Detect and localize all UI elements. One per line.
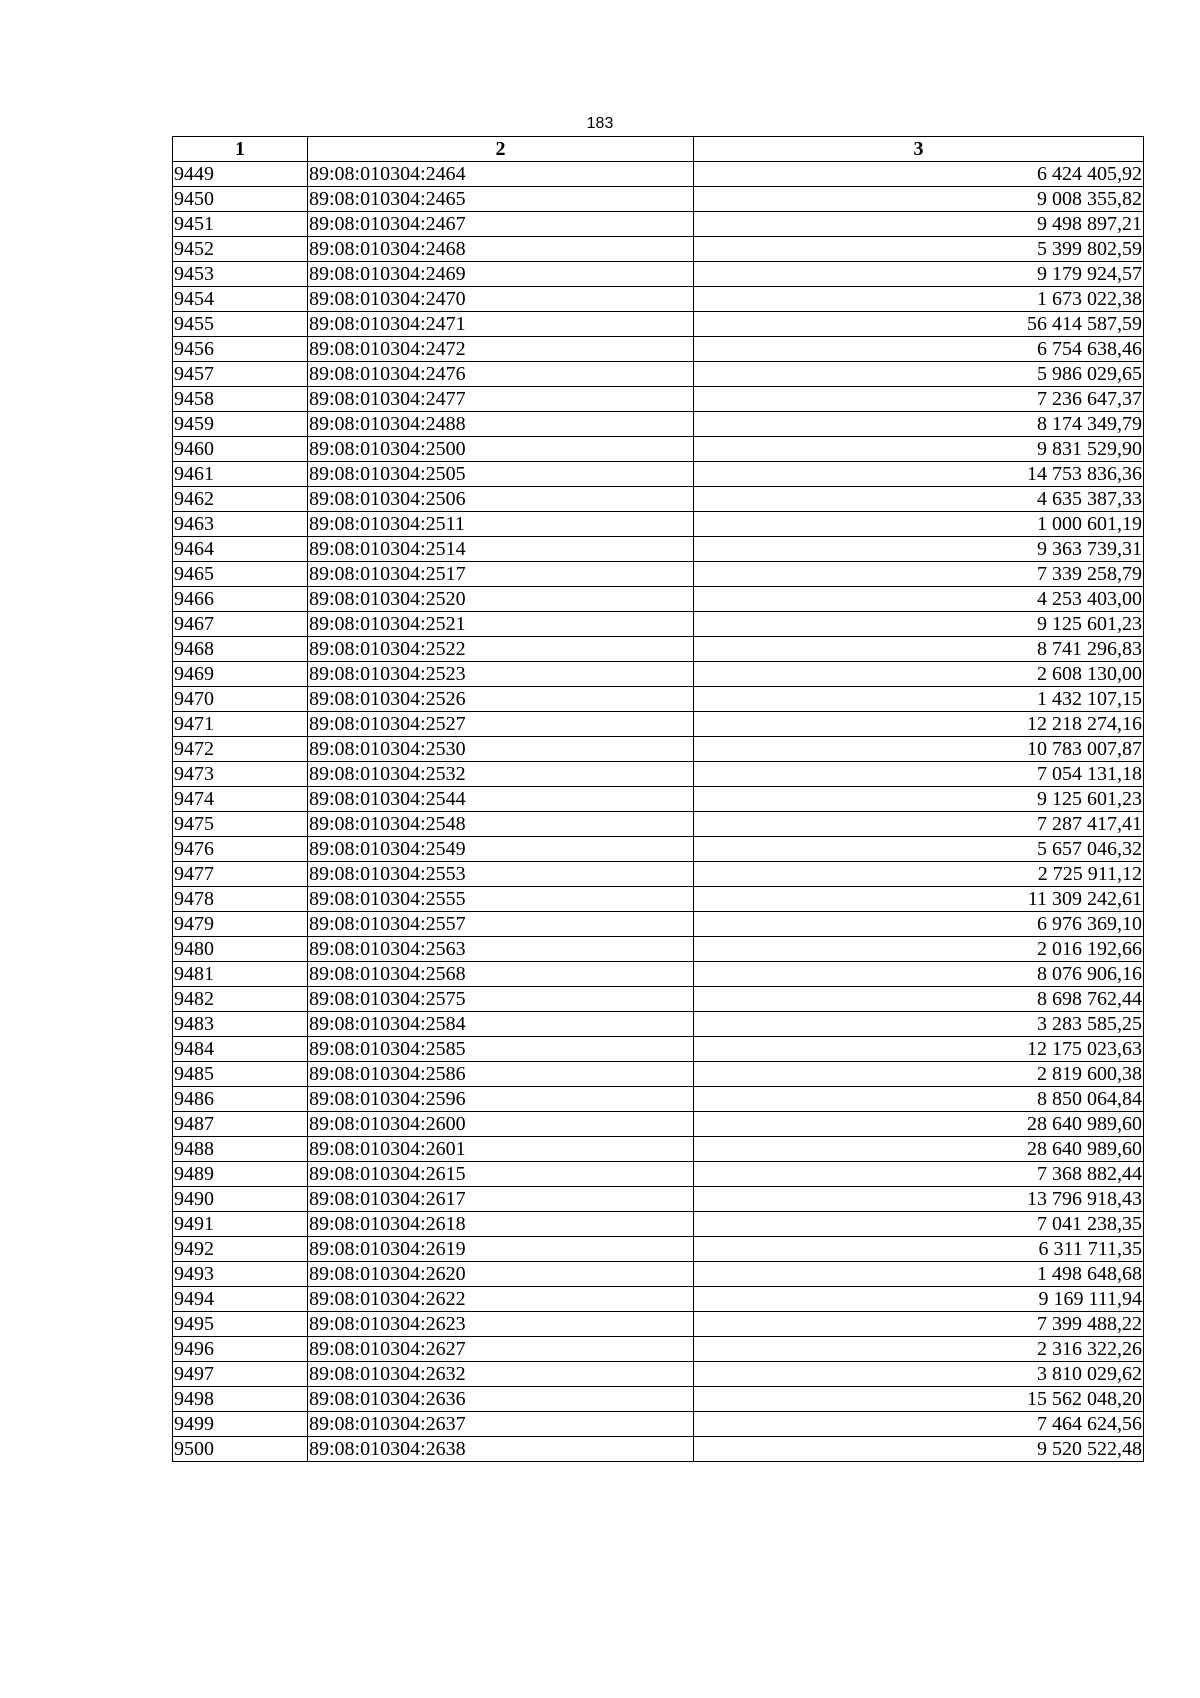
table-row: [173, 512, 1144, 537]
table-row: [173, 287, 1144, 312]
row-number-cell: 9487: [173, 1112, 308, 1137]
row-number-cell: 9475: [173, 812, 308, 837]
row-number-cell: 9470: [173, 687, 308, 712]
table-row: [173, 487, 1144, 512]
table-row: [173, 462, 1144, 487]
table-row: [173, 412, 1144, 437]
amount-cell: 1 432 107,15: [694, 687, 1144, 712]
column-header-3: 3: [694, 137, 1144, 162]
row-number-cell: 9450: [173, 187, 308, 212]
amount-cell: 14 753 836,36: [694, 462, 1144, 487]
amount-cell: 56 414 587,59: [694, 312, 1144, 337]
row-number-cell: 9467: [173, 612, 308, 637]
row-number-cell: 9459: [173, 412, 308, 437]
row-number-cell: 9495: [173, 1312, 308, 1337]
amount-cell: 9 125 601,23: [694, 612, 1144, 637]
cadastral-number-cell: 89:08:010304:2585: [308, 1037, 694, 1062]
amount-cell: 28 640 989,60: [694, 1112, 1144, 1137]
table-row: [173, 1387, 1144, 1412]
amount-cell: 8 698 762,44: [694, 987, 1144, 1012]
row-number-cell: 9461: [173, 462, 308, 487]
amount-cell: 7 339 258,79: [694, 562, 1144, 587]
cadastral-number-cell: 89:08:010304:2514: [308, 537, 694, 562]
row-number-cell: 9482: [173, 987, 308, 1012]
cadastral-number-cell: 89:08:010304:2600: [308, 1112, 694, 1137]
table-row: [173, 1362, 1144, 1387]
row-number-cell: 9477: [173, 862, 308, 887]
table-row: [173, 887, 1144, 912]
table-body: [173, 162, 1144, 1462]
table-row: [173, 362, 1144, 387]
table-row: [173, 437, 1144, 462]
cadastral-number-cell: 89:08:010304:2520: [308, 587, 694, 612]
amount-cell: 9 498 897,21: [694, 212, 1144, 237]
row-number-cell: 9500: [173, 1437, 308, 1462]
cadastral-number-cell: 89:08:010304:2596: [308, 1087, 694, 1112]
table-row: [173, 987, 1144, 1012]
page-number: 183: [586, 115, 614, 132]
cadastral-number-cell: 89:08:010304:2521: [308, 612, 694, 637]
row-number-cell: 9471: [173, 712, 308, 737]
table-row: [173, 212, 1144, 237]
table-row: [173, 812, 1144, 837]
amount-cell: 12 218 274,16: [694, 712, 1144, 737]
row-number-cell: 9474: [173, 787, 308, 812]
cadastral-number-cell: 89:08:010304:2620: [308, 1262, 694, 1287]
cadastral-number-cell: 89:08:010304:2549: [308, 837, 694, 862]
cadastral-number-cell: 89:08:010304:2601: [308, 1137, 694, 1162]
row-number-cell: 9476: [173, 837, 308, 862]
amount-cell: 9 520 522,48: [694, 1437, 1144, 1462]
cadastral-number-cell: 89:08:010304:2523: [308, 662, 694, 687]
amount-cell: 6 311 711,35: [694, 1237, 1144, 1262]
cadastral-number-cell: 89:08:010304:2615: [308, 1162, 694, 1187]
column-header-2: 2: [308, 137, 694, 162]
column-header-1: 1: [173, 137, 308, 162]
table-row: [173, 937, 1144, 962]
amount-cell: 7 368 882,44: [694, 1162, 1144, 1187]
row-number-cell: 9452: [173, 237, 308, 262]
cadastral-number-cell: 89:08:010304:2544: [308, 787, 694, 812]
amount-cell: 3 283 585,25: [694, 1012, 1144, 1037]
row-number-cell: 9472: [173, 737, 308, 762]
row-number-cell: 9498: [173, 1387, 308, 1412]
amount-cell: 8 174 349,79: [694, 412, 1144, 437]
row-number-cell: 9449: [173, 162, 308, 187]
row-number-cell: 9454: [173, 287, 308, 312]
table-row: [173, 1262, 1144, 1287]
amount-cell: 2 316 322,26: [694, 1337, 1144, 1362]
cadastral-number-cell: 89:08:010304:2477: [308, 387, 694, 412]
table-row: [173, 912, 1144, 937]
row-number-cell: 9493: [173, 1262, 308, 1287]
amount-cell: 4 253 403,00: [694, 587, 1144, 612]
table-row: [173, 862, 1144, 887]
table-row: [173, 1112, 1144, 1137]
cadastral-number-cell: 89:08:010304:2557: [308, 912, 694, 937]
row-number-cell: 9491: [173, 1212, 308, 1237]
cadastral-number-cell: 89:08:010304:2464: [308, 162, 694, 187]
table-row: [173, 787, 1144, 812]
cadastral-number-cell: 89:08:010304:2568: [308, 962, 694, 987]
table-row: [173, 962, 1144, 987]
table-row: [173, 262, 1144, 287]
row-number-cell: 9468: [173, 637, 308, 662]
row-number-cell: 9499: [173, 1412, 308, 1437]
row-number-cell: 9464: [173, 537, 308, 562]
amount-cell: 9 169 111,94: [694, 1287, 1144, 1312]
amount-cell: 6 424 405,92: [694, 162, 1144, 187]
row-number-cell: 9479: [173, 912, 308, 937]
registry-table: [172, 136, 1144, 1462]
amount-cell: 28 640 989,60: [694, 1137, 1144, 1162]
amount-cell: 7 399 488,22: [694, 1312, 1144, 1337]
table-row: [173, 1162, 1144, 1187]
row-number-cell: 9457: [173, 362, 308, 387]
amount-cell: 7 287 417,41: [694, 812, 1144, 837]
row-number-cell: 9492: [173, 1237, 308, 1262]
amount-cell: 6 976 369,10: [694, 912, 1144, 937]
amount-cell: 1 000 601,19: [694, 512, 1144, 537]
amount-cell: 5 657 046,32: [694, 837, 1144, 862]
row-number-cell: 9494: [173, 1287, 308, 1312]
table-row: [173, 1012, 1144, 1037]
row-number-cell: 9484: [173, 1037, 308, 1062]
amount-cell: 2 016 192,66: [694, 937, 1144, 962]
cadastral-number-cell: 89:08:010304:2548: [308, 812, 694, 837]
amount-cell: 5 986 029,65: [694, 362, 1144, 387]
row-number-cell: 9453: [173, 262, 308, 287]
cadastral-number-cell: 89:08:010304:2500: [308, 437, 694, 462]
table-row: [173, 712, 1144, 737]
table-row: [173, 562, 1144, 587]
amount-cell: 13 796 918,43: [694, 1187, 1144, 1212]
table-row: [173, 1087, 1144, 1112]
table-row: [173, 1037, 1144, 1062]
amount-cell: 2 819 600,38: [694, 1062, 1144, 1087]
row-number-cell: 9451: [173, 212, 308, 237]
cadastral-number-cell: 89:08:010304:2563: [308, 937, 694, 962]
row-number-cell: 9460: [173, 437, 308, 462]
table-row: [173, 662, 1144, 687]
table-row: [173, 1437, 1144, 1462]
cadastral-number-cell: 89:08:010304:2622: [308, 1287, 694, 1312]
row-number-cell: 9485: [173, 1062, 308, 1087]
table-row: [173, 737, 1144, 762]
cadastral-number-cell: 89:08:010304:2471: [308, 312, 694, 337]
cadastral-number-cell: 89:08:010304:2632: [308, 1362, 694, 1387]
amount-cell: 4 635 387,33: [694, 487, 1144, 512]
cadastral-number-cell: 89:08:010304:2468: [308, 237, 694, 262]
table-row: [173, 837, 1144, 862]
cadastral-number-cell: 89:08:010304:2472: [308, 337, 694, 362]
cadastral-number-cell: 89:08:010304:2618: [308, 1212, 694, 1237]
cadastral-number-cell: 89:08:010304:2532: [308, 762, 694, 787]
cadastral-number-cell: 89:08:010304:2476: [308, 362, 694, 387]
cadastral-number-cell: 89:08:010304:2511: [308, 512, 694, 537]
amount-cell: 1 673 022,38: [694, 287, 1144, 312]
cadastral-number-cell: 89:08:010304:2505: [308, 462, 694, 487]
amount-cell: 9 831 529,90: [694, 437, 1144, 462]
row-number-cell: 9455: [173, 312, 308, 337]
table-row: [173, 1312, 1144, 1337]
row-number-cell: 9456: [173, 337, 308, 362]
row-number-cell: 9463: [173, 512, 308, 537]
table-header-row: [173, 137, 1144, 162]
row-number-cell: 9469: [173, 662, 308, 687]
row-number-cell: 9483: [173, 1012, 308, 1037]
amount-cell: 7 464 624,56: [694, 1412, 1144, 1437]
row-number-cell: 9481: [173, 962, 308, 987]
table-row: [173, 187, 1144, 212]
cadastral-number-cell: 89:08:010304:2637: [308, 1412, 694, 1437]
row-number-cell: 9466: [173, 587, 308, 612]
amount-cell: 12 175 023,63: [694, 1037, 1144, 1062]
table-row: [173, 762, 1144, 787]
amount-cell: 9 125 601,23: [694, 787, 1144, 812]
table-row: [173, 312, 1144, 337]
row-number-cell: 9496: [173, 1337, 308, 1362]
cadastral-number-cell: 89:08:010304:2465: [308, 187, 694, 212]
cadastral-number-cell: 89:08:010304:2623: [308, 1312, 694, 1337]
table-row: [173, 237, 1144, 262]
table-row: [173, 1237, 1144, 1262]
amount-cell: 9 008 355,82: [694, 187, 1144, 212]
amount-cell: 8 850 064,84: [694, 1087, 1144, 1112]
row-number-cell: 9458: [173, 387, 308, 412]
amount-cell: 1 498 648,68: [694, 1262, 1144, 1287]
table-row: [173, 1412, 1144, 1437]
row-number-cell: 9490: [173, 1187, 308, 1212]
table-row: [173, 387, 1144, 412]
cadastral-number-cell: 89:08:010304:2627: [308, 1337, 694, 1362]
cadastral-number-cell: 89:08:010304:2619: [308, 1237, 694, 1262]
cadastral-number-cell: 89:08:010304:2530: [308, 737, 694, 762]
cadastral-number-cell: 89:08:010304:2517: [308, 562, 694, 587]
cadastral-number-cell: 89:08:010304:2467: [308, 212, 694, 237]
amount-cell: 3 810 029,62: [694, 1362, 1144, 1387]
table-row: [173, 1137, 1144, 1162]
table-row: [173, 162, 1144, 187]
cadastral-number-cell: 89:08:010304:2526: [308, 687, 694, 712]
table-row: [173, 1187, 1144, 1212]
amount-cell: 6 754 638,46: [694, 337, 1144, 362]
table-row: [173, 337, 1144, 362]
amount-cell: 10 783 007,87: [694, 737, 1144, 762]
table-row: [173, 1062, 1144, 1087]
table-row: [173, 1337, 1144, 1362]
table-row: [173, 587, 1144, 612]
amount-cell: 7 054 131,18: [694, 762, 1144, 787]
table-row: [173, 537, 1144, 562]
row-number-cell: 9497: [173, 1362, 308, 1387]
cadastral-number-cell: 89:08:010304:2636: [308, 1387, 694, 1412]
cadastral-number-cell: 89:08:010304:2488: [308, 412, 694, 437]
cadastral-number-cell: 89:08:010304:2586: [308, 1062, 694, 1087]
amount-cell: 2 608 130,00: [694, 662, 1144, 687]
amount-cell: 11 309 242,61: [694, 887, 1144, 912]
cadastral-number-cell: 89:08:010304:2584: [308, 1012, 694, 1037]
table-row: [173, 612, 1144, 637]
cadastral-number-cell: 89:08:010304:2522: [308, 637, 694, 662]
row-number-cell: 9478: [173, 887, 308, 912]
amount-cell: 15 562 048,20: [694, 1387, 1144, 1412]
amount-cell: 5 399 802,59: [694, 237, 1144, 262]
row-number-cell: 9465: [173, 562, 308, 587]
amount-cell: 9 179 924,57: [694, 262, 1144, 287]
cadastral-number-cell: 89:08:010304:2638: [308, 1437, 694, 1462]
cadastral-number-cell: 89:08:010304:2553: [308, 862, 694, 887]
amount-cell: 7 236 647,37: [694, 387, 1144, 412]
cadastral-number-cell: 89:08:010304:2617: [308, 1187, 694, 1212]
cadastral-number-cell: 89:08:010304:2470: [308, 287, 694, 312]
row-number-cell: 9489: [173, 1162, 308, 1187]
amount-cell: 8 076 906,16: [694, 962, 1144, 987]
row-number-cell: 9480: [173, 937, 308, 962]
amount-cell: 2 725 911,12: [694, 862, 1144, 887]
cadastral-number-cell: 89:08:010304:2575: [308, 987, 694, 1012]
cadastral-number-cell: 89:08:010304:2506: [308, 487, 694, 512]
table-row: [173, 1287, 1144, 1312]
amount-cell: 7 041 238,35: [694, 1212, 1144, 1237]
cadastral-number-cell: 89:08:010304:2527: [308, 712, 694, 737]
table-row: [173, 1212, 1144, 1237]
cadastral-number-cell: 89:08:010304:2555: [308, 887, 694, 912]
amount-cell: 8 741 296,83: [694, 637, 1144, 662]
row-number-cell: 9488: [173, 1137, 308, 1162]
amount-cell: 9 363 739,31: [694, 537, 1144, 562]
table-row: [173, 687, 1144, 712]
cadastral-number-cell: 89:08:010304:2469: [308, 262, 694, 287]
table-row: [173, 637, 1144, 662]
row-number-cell: 9486: [173, 1087, 308, 1112]
row-number-cell: 9462: [173, 487, 308, 512]
row-number-cell: 9473: [173, 762, 308, 787]
